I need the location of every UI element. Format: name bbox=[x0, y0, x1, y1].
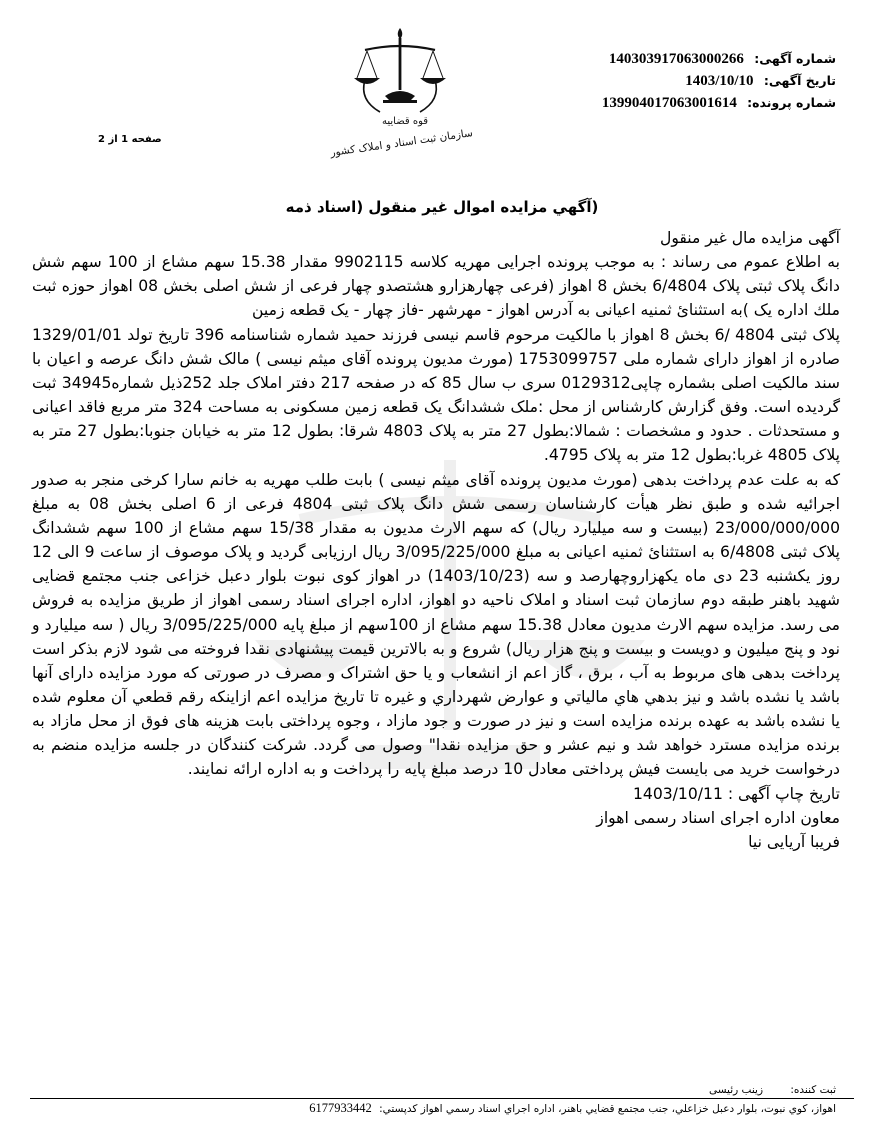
notice-title: (آگهي مزايده اموال غير منقول (اسناد ذمه bbox=[285, 198, 599, 216]
emblem-org-top: قوه قضاییه bbox=[381, 116, 429, 127]
ad-date-label: تاریخ آگهی: bbox=[763, 73, 836, 88]
ad-number-label: شماره آگهی: bbox=[754, 51, 836, 66]
case-number-value: 139904017063001614 bbox=[601, 95, 737, 111]
signer-title: معاون اداره اجرای اسناد رسمی اهواز bbox=[596, 808, 840, 827]
footer-address-text: اهواز، کوي نبوت، بلوار دعبل خزاعلي، جنب مجتمع قضايي باهنر، اداره اجراي اسناد رسمي اهواز كدپستي: bbox=[379, 1103, 836, 1115]
case-number-label: شماره پرونده: bbox=[747, 95, 836, 110]
notice-body bbox=[32, 226, 840, 854]
judiciary-scales-emblem-icon bbox=[325, 20, 475, 160]
registrar-label: ثبت کننده: bbox=[790, 1084, 836, 1096]
footer-divider bbox=[30, 1098, 854, 1099]
notice-paragraph-auction-terms: که به علت عدم پرداخت بدهی (مورث مدیون پرونده آقای میثم نیسی ) بابت طلب مهریه به خانم سارا کرخی منجر به صدور اجرائیه شده و طبق نظر هیأت کارشناسان رسمی شش دانگ پلاک ثبتی 4804 فرعی از 6 اصلی بخش 08 به مبلغ 23/000/000/000 (بیست و سه میلیارد ریال) که سهم الارث مدیون به مقدار 15/38 سهم مشاع از 100 سهم ششدانگ پلاک ثبتی 6/4808 به استثنائ ثمنیه اعیانی به مبلغ 3/095/225/000 ریال ارزیابی گردید و پلاک موصوف از ساعت 9 الی 12 روز یکشنبه 23 دی ماه یکهزاروچهارصد و سه (1403/10/23) در اهواز کوی نبوت بلوار دعبل خزاعی جنب مجتمع قضایی شهید باهنر طبقه دوم سازمان ثبت اسناد و املاک ناحیه دو اهواز، اداره اجرای اسناد رسمی اهواز از طریق مزایده به فروش می رسد. مزایده سهم الارث مدیون معادل 15.38 سهم مشاع از 100سهم از مبلغ پایه 3/095/225/000 ریال ( سه میلیارد و نود و پنج میلیون و دویست و بیست و پنج هزار ریال) شروع و به بالاترین قیمت پیشنهادی نقدا فروخته می شود لازم بذکر است پرداخت بدهی های مربوط به آب ، برق ، گاز اعم از انشعاب و یا حق اشتراک و مصرف در صورتی که مورد مزایده دارای آنها باشد یا نشده باشد و نیز بدهي هاي مالياتي و عوارض شهرداري و غيره تا تاريخ مزايده اعم ازاينكه رقم قطعي آن معلوم شده يا نشده باشد به عهده برنده مزایده است و نیز در صورت و جود مازاد ، وجوه پرداختی بابت هزینه های فوق از محل مازاد به برنده مزایده مسترد خواهد شد و نیم عشر و حق مزایده نقدا" وصول می گردد. شرکت کنندگان در جلسه مزایده منضم به درخواست خرید می بایست فیش پرداختی معادل 10 درصد مبلغ پایه را پرداخت و به اداره ارائه نمایند. bbox=[32, 470, 840, 779]
page-counter: صفحه 1 از 2 bbox=[98, 134, 162, 145]
notice-paragraph-property: پلاک ثبتی 4804 /6 بخش 8 اهواز با مالکیت مرحوم قاسم نیسی فرزند حمید شماره شناسنامه 396 تاریخ تولد 1329/01/01 صادره از اهواز دارای شماره ملی 1753099757 (مورث مدیون پرونده آقای میثم نیسی ) مالک شش دانگ عرصه و اعیان با سند مالکیت اصلی بشماره چاپی0129312 سری ب سال 85 که در صفحه 217 دفتر املاک جلد 252ذیل شماره34945 ثبت گردیده است. وفق گزارش کارشناس از محل :ملک ششدانگ یک قطعه زمین مسکونی به مساحت 324 متر مربع فاقد اعیانی و مستحدثات . حدود و مشخصات : شمالا:بطول 27 متر به پلاک 4803 شرقا: بطول 12 متر به خیابان جنوبا:بطول 27 متر به پلاک 4805 غربا:بطول 12 متر به پلاک 4795. bbox=[32, 325, 841, 465]
case-number-row bbox=[602, 92, 836, 114]
ad-number-row bbox=[602, 48, 836, 70]
emblem-org-bottom: سازمان ثبت اسناد و املاک کشور bbox=[329, 127, 474, 159]
ad-meta-block bbox=[602, 48, 836, 114]
ad-number-value: 140303917063000266 bbox=[608, 51, 744, 67]
ad-date-value: 1403/10/10 bbox=[685, 73, 754, 89]
registrar-line bbox=[709, 1084, 836, 1096]
notice-heading-line: آگهی مزایده مال غیر منقول bbox=[660, 229, 840, 247]
signer-name: فریبا آریایی نیا bbox=[748, 832, 840, 851]
footer-address bbox=[309, 1101, 836, 1116]
print-date: تاریخ چاپ آگهی : 1403/10/11 bbox=[632, 784, 840, 803]
footer-postal-code: 6177933442 bbox=[309, 1101, 372, 1115]
registrar-name: زینب رئیسی bbox=[708, 1084, 764, 1096]
ad-date-row bbox=[602, 70, 836, 92]
notice-paragraph-intro: به اطلاع عموم می رساند : به موجب پرونده اجرایی مهریه کلاسه 9902115 مقدار 15.38 سهم مشاع از 100 سهم شش دانگ پلاک ثبتی پلاک 6/4804 بخش 8 اهواز (فرعی چهارهزارو هشتصدو چهار فرعی از شش اصلی بخش 08 اهواز حوزه ثبت ملك اداره یک )به استثنائ ثمنیه اعیانی به آدرس اهواز - مهرشهر -فاز چهار - یک قطعه زمین bbox=[32, 253, 840, 320]
